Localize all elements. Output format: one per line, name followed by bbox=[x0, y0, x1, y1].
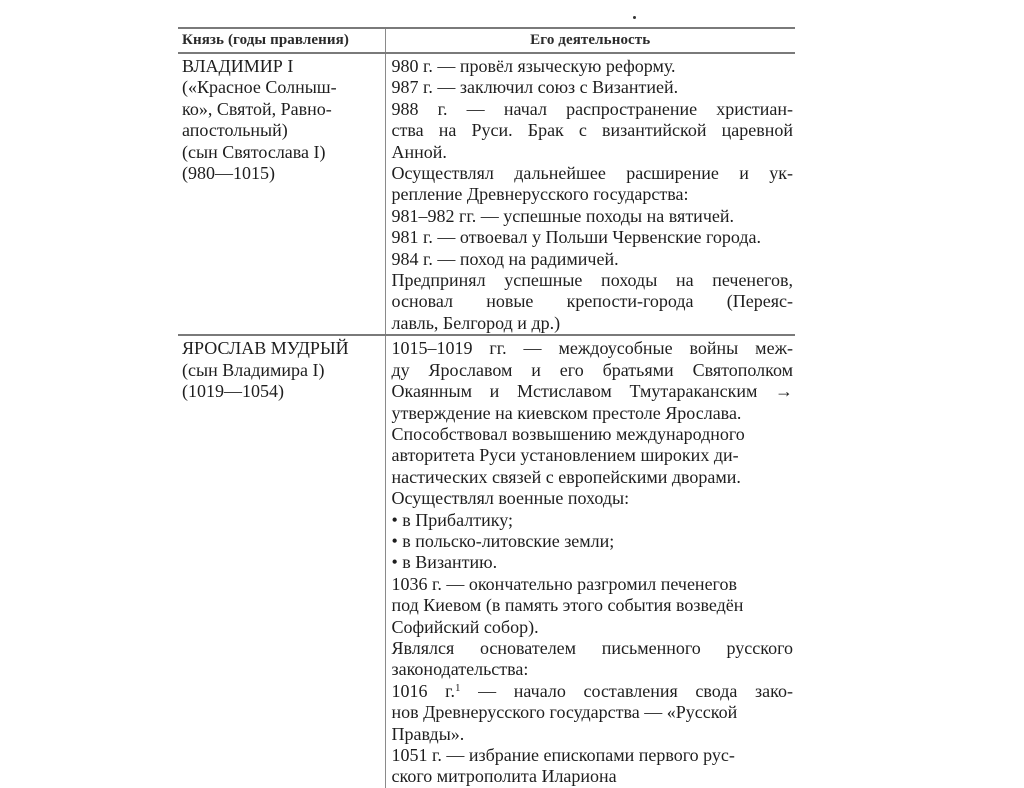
activity-line: нов Древнерусского государства — «Русской bbox=[391, 702, 738, 723]
activity-line: авторитета Руси установлением широких ди- bbox=[391, 445, 739, 466]
activity-line: Анной. bbox=[391, 141, 447, 162]
activity-line: ду Ярославом и его братьями Святополком bbox=[391, 359, 793, 380]
stray-dot bbox=[633, 16, 636, 19]
activity-line: 984 г. — поход на радимичей. bbox=[391, 248, 619, 269]
activity-line: законодательства: bbox=[391, 659, 529, 680]
table-row-yaroslav bbox=[178, 335, 795, 788]
princes-table bbox=[178, 27, 795, 788]
activity-line: 987 г. — заключил союз с Византией. bbox=[391, 77, 679, 98]
header-prince: Князь (годы правления) bbox=[178, 28, 385, 53]
activity-cell bbox=[385, 335, 795, 788]
activity-line: 1036 г. — окончательно разгромил печенегов bbox=[391, 573, 737, 594]
bullet-item: • в польско-литовские земли; bbox=[391, 530, 615, 551]
activity-line: ского митрополита Илариона bbox=[391, 766, 617, 787]
activity-line: 981 г. — отвоевал у Польши Червенские города. bbox=[391, 227, 762, 248]
footnote-marker[interactable]: 1 bbox=[455, 681, 461, 694]
activity-line: Осуществлял дальнейшее расширение и ук- bbox=[391, 163, 793, 184]
activity-line-footnoted bbox=[392, 681, 794, 702]
prince-info-line: ко», Святой, Равно- bbox=[182, 98, 332, 119]
prince-info-line: (сын Святослава I) bbox=[182, 141, 326, 162]
activity-line: 988 г. — начал распространение христиан- bbox=[391, 98, 793, 119]
activity-line: 1015–1019 гг. — междоусобные войны меж- bbox=[391, 338, 793, 359]
prince-info-line: («Красное Солныш- bbox=[182, 77, 337, 98]
prince-cell bbox=[178, 53, 385, 335]
activity-line: Осуществлял военные походы: bbox=[391, 488, 630, 509]
prince-cell bbox=[178, 335, 385, 788]
table-header-row bbox=[178, 28, 795, 53]
activity-line: ства на Руси. Брак с византийской царевной bbox=[391, 120, 793, 141]
activity-cell bbox=[385, 53, 795, 335]
header-activity: Его деятельность bbox=[530, 32, 651, 48]
prince-info-line: апостольный) bbox=[182, 120, 288, 141]
prince-name: ЯРОСЛАВ МУДРЫЙ bbox=[182, 338, 349, 359]
prince-name: ВЛАДИМИР I bbox=[182, 56, 294, 76]
prince-reign-years: (1019—1054) bbox=[182, 381, 284, 402]
activity-line: 980 г. — провёл языческую реформу. bbox=[391, 56, 676, 76]
activity-line: основал новые крепости-города (Переяс- bbox=[391, 291, 793, 312]
bullet-item: • в Прибалтику; bbox=[391, 509, 513, 530]
activity-line: Предпринял успешные походы на печенегов, bbox=[391, 270, 793, 291]
activity-line: Софийский собор). bbox=[391, 616, 539, 637]
bullet-item: • в Византию. bbox=[391, 552, 498, 573]
activity-line: под Киевом (в память этого события возведён bbox=[391, 595, 744, 616]
activity-line: Являлся основателем письменного русского bbox=[391, 637, 793, 658]
activity-line: настических связей с европейскими дворами. bbox=[391, 466, 741, 487]
prince-info-line: (сын Владимира I) bbox=[182, 359, 325, 380]
activity-line: 981–982 гг. — успешные походы на вятичей. bbox=[391, 205, 734, 226]
activity-line: лавль, Белгород и др.) bbox=[391, 312, 561, 333]
activity-line: утверждение на киевском престоле Ярослава. bbox=[391, 402, 742, 423]
activity-line: репление Древнерусского государства: bbox=[391, 184, 689, 205]
activity-line: 1051 г. — избрание епископами первого рус- bbox=[391, 745, 735, 765]
activity-line: Способствовал возвышению международного bbox=[391, 423, 745, 444]
prince-reign-years: (980—1015) bbox=[182, 163, 275, 184]
activity-line: Окаянным и Мстиславом Тмутараканским → bbox=[391, 381, 793, 402]
activity-line: Правды». bbox=[391, 723, 465, 744]
footnote-line-rest: — начало составления свода зако- bbox=[460, 680, 793, 701]
table-row-vladimir bbox=[178, 53, 795, 335]
footnote-year: 1016 г. bbox=[391, 680, 455, 701]
